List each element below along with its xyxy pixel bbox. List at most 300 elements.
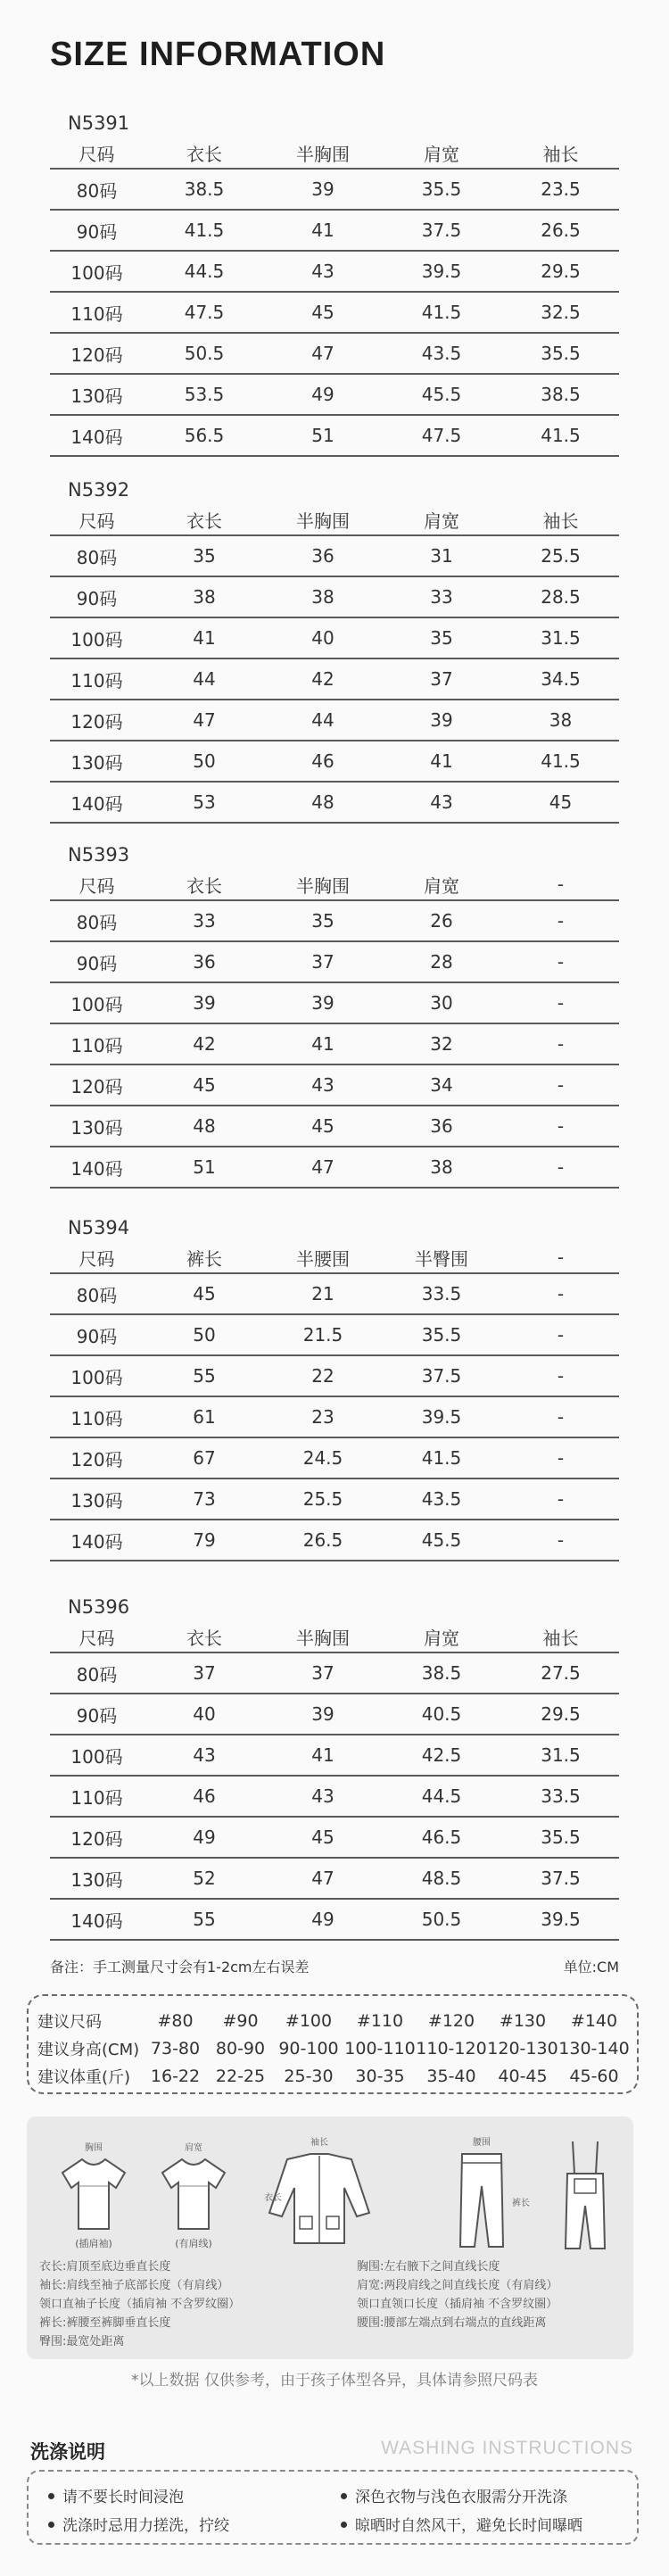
header-cell: 尺码 <box>78 1627 115 1649</box>
table-cell: 47 <box>311 1156 334 1178</box>
table-cell: 23 <box>311 1406 334 1428</box>
diagram-label-length: 衣长 <box>264 2193 282 2203</box>
recommend-height: 130-140 <box>558 2038 630 2058</box>
table-cell: 21.5 <box>302 1324 343 1346</box>
measurement-diagram <box>27 2116 633 2359</box>
size-table-n5391 <box>50 112 619 457</box>
measurement-note <box>50 1956 619 1976</box>
table-cell: 40 <box>311 627 334 649</box>
table-cell: 33 <box>193 910 216 932</box>
table-cell: 90码 <box>76 220 118 243</box>
table-cell: 37 <box>311 951 334 973</box>
table-cell: 40.5 <box>421 1703 462 1725</box>
table-cell: 48 <box>193 1115 216 1137</box>
table-cell: 38 <box>430 1156 453 1178</box>
header-cell: 半胸围 <box>296 509 350 532</box>
table-cell: 43 <box>311 261 334 282</box>
table-cell: 80码 <box>76 1663 118 1686</box>
table-cell: 26.5 <box>302 1529 343 1551</box>
recommend-size: #90 <box>222 2010 259 2031</box>
wash-instructions-box <box>27 2470 639 2545</box>
table-cell: 25.5 <box>302 1488 343 1510</box>
header-cell: 衣长 <box>186 874 222 897</box>
table-cell: 46 <box>311 750 334 772</box>
table-cell: 49 <box>311 384 334 405</box>
table-header-row <box>50 1242 619 1274</box>
table-cell: 43.5 <box>421 343 462 364</box>
table-cell: 31 <box>430 545 453 567</box>
table-cell: 42.5 <box>421 1744 462 1766</box>
recommend-size: #110 <box>356 2010 404 2031</box>
table-row <box>50 170 619 211</box>
table-cell: 23.5 <box>541 178 581 200</box>
table-cell: - <box>557 1156 565 1178</box>
size-table-n5392 <box>50 479 619 824</box>
header-cell: 半胸围 <box>296 143 350 165</box>
table-cell: 41 <box>193 627 216 649</box>
table-cell: 47 <box>311 343 334 364</box>
table-cell: 44.5 <box>421 1785 462 1807</box>
recommend-height: 73-80 <box>150 2038 201 2058</box>
table-cell: 48.5 <box>421 1868 462 1889</box>
table-cell: 120码 <box>70 1448 123 1470</box>
table-cell: 39.5 <box>541 1909 581 1930</box>
table-cell: 50 <box>193 750 216 772</box>
table-cell: 32.5 <box>541 302 581 323</box>
recommend-weight: 22-25 <box>215 2066 266 2086</box>
table-cell: 90码 <box>76 587 118 609</box>
table-header-row <box>50 504 619 536</box>
table-cell: 49 <box>311 1909 334 1930</box>
wash-item: 请不要长时间浸泡 <box>48 2484 184 2506</box>
table-cell: 120码 <box>70 344 123 366</box>
table-cell: 32 <box>430 1033 453 1055</box>
table-cell: 100码 <box>70 993 123 1015</box>
table-row <box>50 741 619 783</box>
recommend-height: 100-110 <box>344 2038 416 2058</box>
table-cell: 43 <box>311 1785 334 1807</box>
table-cell: 100码 <box>70 1366 123 1388</box>
table-cell: 47.5 <box>184 302 225 323</box>
table-cell: 39 <box>311 178 334 200</box>
table-cell: - <box>557 992 565 1014</box>
header-cell: 衣长 <box>186 1627 222 1649</box>
diagram-label-shoulder: 肩宽 <box>185 2143 202 2153</box>
table-cell: 39 <box>430 709 453 731</box>
recommend-height: 120-130 <box>487 2038 558 2058</box>
recommend-height-label: 建议身高(CM) <box>37 2040 140 2059</box>
table-cell: - <box>557 1074 565 1096</box>
table-row <box>50 375 619 416</box>
table-cell: 90码 <box>76 1704 118 1727</box>
table-cell: 41 <box>430 750 453 772</box>
table-cell: 28.5 <box>541 586 581 608</box>
table-cell: 31.5 <box>541 627 581 649</box>
table-header-row <box>50 1621 619 1653</box>
table-cell: 35 <box>311 910 334 932</box>
note-text: 备注：手工测量尺寸会有1-2cm左右误差 <box>50 1959 310 1975</box>
table-cell: - <box>557 951 565 973</box>
table-cell: 35.5 <box>541 1826 581 1848</box>
table-cell: 36 <box>311 545 334 567</box>
table-cell: 26.5 <box>541 219 581 241</box>
table-cell: 140码 <box>70 426 123 448</box>
table-row <box>50 1315 619 1356</box>
header-cell: 半胸围 <box>296 874 350 897</box>
table-row <box>50 1065 619 1106</box>
table-row <box>50 1106 619 1147</box>
table-cell: - <box>557 1033 565 1055</box>
table-cell: 39.5 <box>421 261 462 282</box>
table-cell: 110码 <box>70 1407 123 1429</box>
table-cell: 37.5 <box>421 219 462 241</box>
wash-title: 洗涤说明 <box>30 2441 105 2463</box>
table-cell: 37 <box>311 1662 334 1684</box>
table-cell: 45 <box>311 1115 334 1137</box>
header-cell: 半腰围 <box>296 1247 350 1270</box>
table-row <box>50 211 619 252</box>
table-cell: 55 <box>193 1365 216 1387</box>
table-cell: 43 <box>430 791 453 813</box>
table-cell: 45 <box>311 302 334 323</box>
table-cell: 42 <box>311 668 334 690</box>
table-cell: 130码 <box>70 1868 123 1891</box>
recommend-weight: 30-35 <box>355 2066 405 2086</box>
table-cell: 120码 <box>70 1827 123 1850</box>
table-cell: 36 <box>430 1115 453 1137</box>
table-header-row <box>50 869 619 901</box>
jacket-icon <box>269 2154 369 2243</box>
table-cell: 38.5 <box>541 384 581 405</box>
table-cell: 33.5 <box>541 1785 581 1807</box>
table-cell: 35.5 <box>421 1324 462 1346</box>
table-cell: 130码 <box>70 751 123 774</box>
recommend-box <box>27 1994 639 2094</box>
table-cell: 29.5 <box>541 261 581 282</box>
wash-item: 深色衣物与浅色衣服需分开洗涤 <box>341 2484 567 2506</box>
product-code: N5391 <box>68 112 130 134</box>
table-row <box>50 659 619 700</box>
table-cell: 45 <box>311 1826 334 1848</box>
table-cell: 100码 <box>70 261 123 284</box>
table-row <box>50 983 619 1024</box>
table-cell: 43 <box>311 1074 334 1096</box>
table-row <box>50 1818 619 1859</box>
garment-illustrations <box>27 2124 633 2257</box>
table-cell: - <box>557 1447 565 1469</box>
pants-icon <box>460 2154 503 2247</box>
table-cell: 43.5 <box>421 1488 462 1510</box>
table-cell: 22 <box>311 1365 334 1387</box>
header-cell: 裤长 <box>186 1247 222 1270</box>
header-cell: 肩宽 <box>424 874 459 897</box>
table-cell: 33 <box>430 586 453 608</box>
table-row <box>50 1520 619 1561</box>
table-cell: 140码 <box>70 1530 123 1553</box>
product-code: N5392 <box>68 479 130 501</box>
recommend-size-row <box>37 2007 630 2034</box>
table-row <box>50 1735 619 1777</box>
table-cell: 120码 <box>70 710 123 733</box>
table-row <box>50 901 619 942</box>
table-cell: 80码 <box>76 179 118 202</box>
table-cell: 48 <box>311 791 334 813</box>
header-cell: 袖长 <box>542 143 579 165</box>
header-cell: 尺码 <box>78 1247 115 1270</box>
table-cell: 45 <box>193 1283 216 1305</box>
table-row <box>50 416 619 457</box>
table-row <box>50 700 619 741</box>
recommend-size: #80 <box>157 2010 194 2031</box>
recommend-weight-row <box>37 2062 630 2090</box>
table-cell: 33.5 <box>421 1283 462 1305</box>
table-row <box>50 1900 619 1941</box>
recommend-size: #130 <box>499 2010 547 2031</box>
table-cell: - <box>557 1529 565 1551</box>
table-cell: 80码 <box>76 546 118 568</box>
unit-label: 单位:CM <box>563 1959 619 1975</box>
table-row <box>50 1859 619 1900</box>
table-cell: 100码 <box>70 628 123 650</box>
table-cell: 34 <box>430 1074 453 1096</box>
recommend-weight: 16-22 <box>150 2066 201 2086</box>
table-cell: 61 <box>193 1406 216 1428</box>
recommend-weight: 25-30 <box>284 2066 334 2086</box>
table-cell: - <box>557 1324 565 1346</box>
table-cell: 80码 <box>76 911 118 933</box>
table-cell: 35.5 <box>421 178 462 200</box>
header-cell: 袖长 <box>542 509 579 532</box>
table-cell: 38.5 <box>421 1662 462 1684</box>
reference-footnote: *以上数据 仅供参考，由于孩子体型各异，具体请参照尺码表 <box>131 2372 538 2390</box>
table-cell: 24.5 <box>302 1447 343 1469</box>
table-cell: 52 <box>193 1868 216 1889</box>
table-cell: 39.5 <box>421 1406 462 1428</box>
shoulder-caption: (有肩线) <box>175 2238 212 2249</box>
table-row <box>50 1356 619 1397</box>
table-cell: 56.5 <box>184 425 225 446</box>
table-cell: - <box>557 1488 565 1510</box>
table-cell: 27.5 <box>541 1662 581 1684</box>
table-row <box>50 1147 619 1189</box>
table-cell: 44 <box>311 709 334 731</box>
table-cell: 110码 <box>70 1786 123 1809</box>
table-cell: 29.5 <box>541 1703 581 1725</box>
measure-note: 衣长:肩顶至底边垂直长度 <box>39 2260 171 2274</box>
table-cell: 37.5 <box>421 1365 462 1387</box>
recommend-size: #140 <box>570 2010 618 2031</box>
product-code: N5396 <box>68 1596 130 1618</box>
recommend-height: 90-100 <box>278 2038 339 2058</box>
table-cell: 110码 <box>70 302 123 325</box>
shoulder-tee-icon <box>162 2159 225 2229</box>
header-cell: 半胸围 <box>296 1627 350 1649</box>
recommend-weight: 40-45 <box>498 2066 548 2086</box>
measure-note: 胸围:左右腋下之间直线长度 <box>357 2260 500 2274</box>
table-cell: 79 <box>193 1529 216 1551</box>
measure-note: 袖长:肩线至袖子底部长度（有肩线） <box>39 2279 229 2292</box>
table-cell: 44.5 <box>184 261 225 282</box>
table-row <box>50 536 619 577</box>
recommend-size: #120 <box>427 2010 475 2031</box>
table-row <box>50 618 619 659</box>
table-cell: 53 <box>193 791 216 813</box>
table-cell: 31.5 <box>541 1744 581 1766</box>
product-code: N5393 <box>68 844 130 866</box>
table-cell: 50.5 <box>184 343 225 364</box>
table-cell: 120码 <box>70 1075 123 1097</box>
recommend-height: 110-120 <box>416 2038 487 2058</box>
raglan-tee-icon <box>62 2159 125 2229</box>
table-row <box>50 252 619 293</box>
table-row <box>50 1397 619 1438</box>
table-cell: 28 <box>430 951 453 973</box>
table-cell: - <box>557 1115 565 1137</box>
table-row <box>50 1274 619 1315</box>
table-row <box>50 783 619 824</box>
diagram-label-pants: 裤长 <box>512 2199 530 2208</box>
page-title: SIZE INFORMATION <box>50 36 386 73</box>
table-cell: 80码 <box>76 1284 118 1306</box>
table-cell: 46 <box>193 1785 216 1807</box>
wash-item: 洗涤时忌用力搓洗，拧绞 <box>48 2513 229 2535</box>
measure-note: 肩宽:两段肩线之间直线长度（有肩线） <box>357 2279 558 2292</box>
table-cell: 50 <box>193 1324 216 1346</box>
table-cell: 140码 <box>70 1157 123 1180</box>
table-cell: - <box>557 1365 565 1387</box>
table-cell: 90码 <box>76 1325 118 1347</box>
diagram-label-chest: 胸围 <box>85 2143 103 2153</box>
diagram-label-waist: 腰围 <box>473 2138 491 2148</box>
table-row <box>50 293 619 334</box>
table-cell: 35 <box>193 545 216 567</box>
header-cell: - <box>557 874 565 895</box>
table-cell: 51 <box>311 425 334 446</box>
table-cell: 47 <box>311 1868 334 1889</box>
table-cell: - <box>557 910 565 932</box>
recommend-weight-label: 建议体重(斤) <box>37 2067 131 2087</box>
table-cell: 110码 <box>70 669 123 692</box>
table-row <box>50 1653 619 1694</box>
table-row <box>50 334 619 375</box>
table-cell: 41.5 <box>541 750 581 772</box>
table-cell: 51 <box>193 1156 216 1178</box>
table-cell: 37 <box>193 1662 216 1684</box>
table-cell: 39 <box>311 992 334 1014</box>
diagram-label-sleeve: 袖长 <box>310 2138 328 2148</box>
table-row <box>50 942 619 983</box>
table-row <box>50 1024 619 1065</box>
table-cell: 38.5 <box>184 178 225 200</box>
table-cell: 36 <box>193 951 216 973</box>
header-cell: 半臀围 <box>415 1247 468 1270</box>
table-cell: 47 <box>193 709 216 731</box>
table-cell: 50.5 <box>421 1909 462 1930</box>
table-cell: 45 <box>193 1074 216 1096</box>
table-cell: 41.5 <box>421 1447 462 1469</box>
measure-notes-right <box>357 2257 558 2332</box>
header-cell: 尺码 <box>78 509 115 532</box>
table-cell: 37 <box>430 668 453 690</box>
table-cell: 38 <box>311 586 334 608</box>
table-cell: 37.5 <box>541 1868 581 1889</box>
table-row <box>50 1777 619 1818</box>
header-cell: 肩宽 <box>424 509 459 532</box>
recommend-size: #100 <box>285 2010 333 2031</box>
table-cell: 34.5 <box>541 668 581 690</box>
overalls-icon <box>566 2141 605 2249</box>
table-cell: 45.5 <box>421 384 462 405</box>
table-cell: 41.5 <box>421 302 462 323</box>
recommend-weight: 45-60 <box>569 2066 619 2086</box>
table-header-row <box>50 137 619 170</box>
table-row <box>50 1479 619 1520</box>
size-table-n5394 <box>50 1217 619 1561</box>
table-cell: 47.5 <box>421 425 462 446</box>
table-cell: 100码 <box>70 1745 123 1768</box>
header-cell: 衣长 <box>186 143 222 165</box>
table-cell: 130码 <box>70 1489 123 1512</box>
size-table-n5393 <box>50 844 619 1189</box>
table-cell: 73 <box>193 1488 216 1510</box>
table-cell: 110码 <box>70 1034 123 1056</box>
size-table-n5396 <box>50 1596 619 1941</box>
recommend-height-row <box>37 2034 630 2062</box>
table-cell: 40 <box>193 1703 216 1725</box>
wash-item: 晾晒时自然风干，避免长时间曝晒 <box>341 2513 582 2535</box>
table-cell: - <box>557 1406 565 1428</box>
measure-note: 领口直领口长度（插肩袖 不含罗纹圈） <box>357 2298 558 2311</box>
table-cell: 38 <box>549 709 573 731</box>
table-cell: 41 <box>311 219 334 241</box>
table-cell: 43 <box>193 1744 216 1766</box>
wash-title-en: WASHING INSTRUCTIONS <box>381 2438 633 2458</box>
table-cell: 21 <box>311 1283 334 1305</box>
header-cell: 尺码 <box>78 143 115 165</box>
product-code: N5394 <box>68 1217 130 1238</box>
measure-note: 裤长:裤腰至裤脚垂直长度 <box>39 2316 171 2330</box>
header-cell: 袖长 <box>542 1627 579 1649</box>
table-cell: 90码 <box>76 952 118 974</box>
table-cell: 67 <box>193 1447 216 1469</box>
table-cell: 35.5 <box>541 343 581 364</box>
table-cell: 39 <box>193 992 216 1014</box>
table-row <box>50 1694 619 1735</box>
table-cell: 44 <box>193 668 216 690</box>
header-cell: 肩宽 <box>424 1627 459 1649</box>
measure-notes-left <box>39 2257 240 2351</box>
recommend-height: 80-90 <box>215 2038 266 2058</box>
table-cell: 140码 <box>70 1909 123 1932</box>
table-cell: 49 <box>193 1826 216 1848</box>
measure-note: 腰围:腰部左端点到右端点的直线距离 <box>357 2316 547 2330</box>
recommend-size-label: 建议尺码 <box>37 2012 102 2032</box>
measure-note: 臀围:最宽处距离 <box>39 2335 125 2348</box>
table-cell: - <box>557 1283 565 1305</box>
recommend-weight: 35-40 <box>426 2066 476 2086</box>
measure-note: 领口直袖子长度（插肩袖 不含罗纹圈） <box>39 2298 241 2311</box>
table-cell: 45.5 <box>421 1529 462 1551</box>
table-cell: 41 <box>311 1744 334 1766</box>
table-cell: 42 <box>193 1033 216 1055</box>
table-cell: 38 <box>193 586 216 608</box>
table-cell: 25.5 <box>541 545 581 567</box>
header-cell: 衣长 <box>186 509 222 532</box>
table-cell: 45 <box>549 791 573 813</box>
table-cell: 46.5 <box>421 1826 462 1848</box>
header-cell: 肩宽 <box>424 143 459 165</box>
table-cell: 41 <box>311 1033 334 1055</box>
